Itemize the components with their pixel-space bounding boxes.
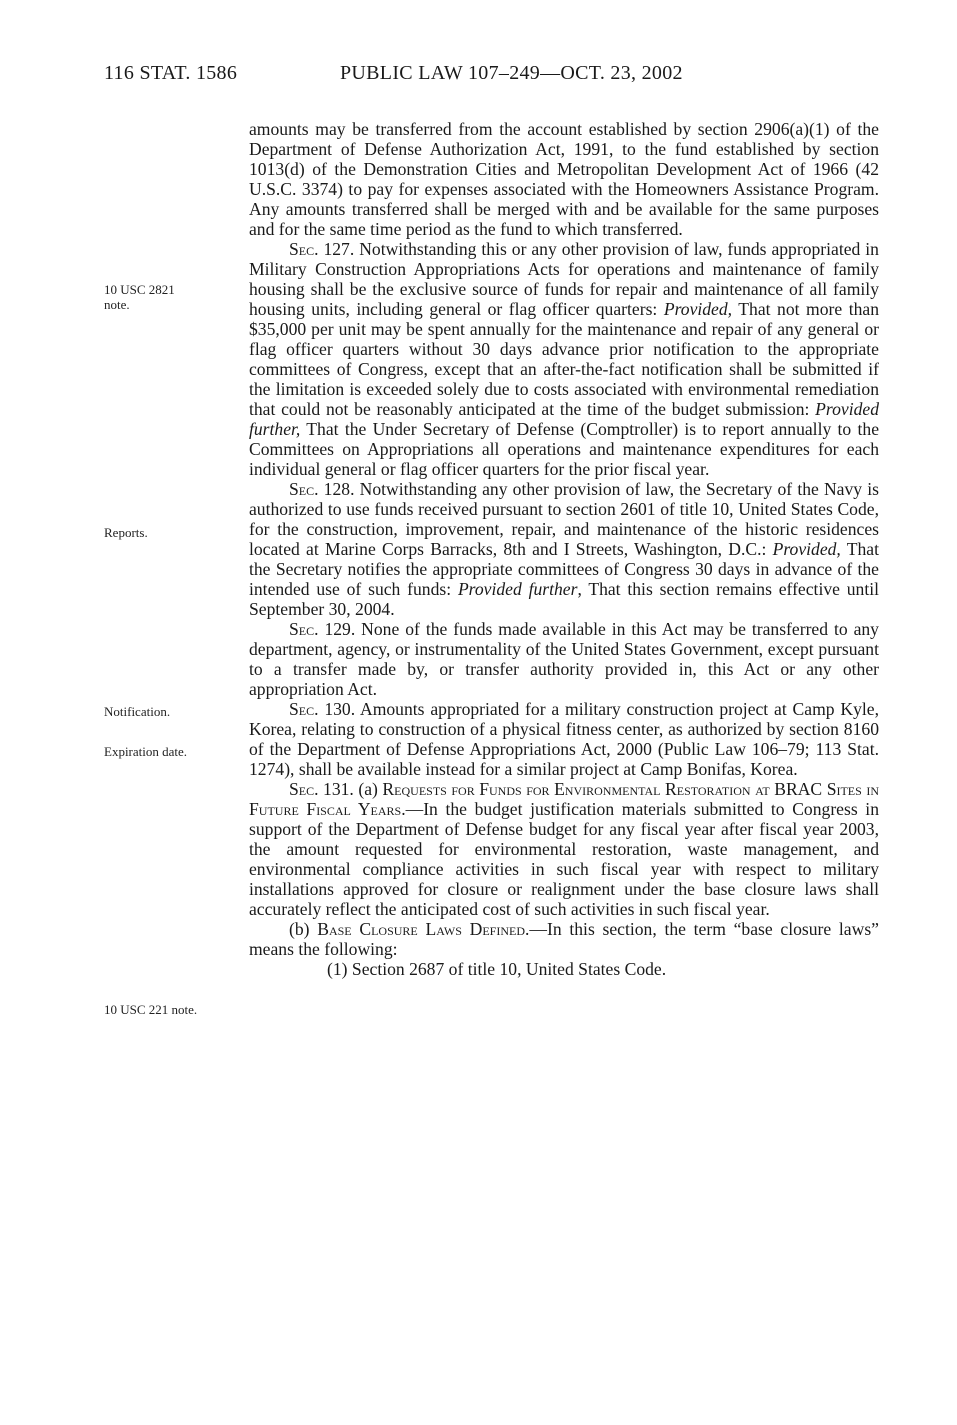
section-text: , That this section remains effective until September 30, 2004. <box>249 579 879 619</box>
subsection-heading: Requests for Funds for Environmental Restoration at BRAC Sites in Future Fiscal Years. <box>249 779 879 819</box>
section-131-b <box>249 919 879 959</box>
section-text: That the Secretary notifies the appropriate committees of Congress 30 days in advance of the intended use of such funds: <box>249 539 879 599</box>
section-label: Sec. 128. <box>289 479 355 499</box>
margin-note-notification: Notification. <box>104 704 171 719</box>
margin-note-10-usc-2821 <box>104 282 175 312</box>
body-text <box>249 119 879 979</box>
subsection-heading: Base Closure Laws Defined. <box>317 919 530 939</box>
section-text: None of the funds made available in this Act may be transferred to any department, agency, or instrumentality of the United States Government, except pursuant to a transfer made by, or transfer authority provided in, this Act or any other appropriation Act. <box>249 619 879 699</box>
proviso: Provided, <box>772 539 841 559</box>
proviso: Provided further, <box>249 399 879 439</box>
section-text: Notwithstanding any other provision of law, the Secretary of the Navy is authorized to use funds received pursuant to section 2601 of title 10, United States Code, for the construction, improvement, repair, and maintenance of the historic residences located at Marine Corps Barracks, 8th and I Streets, Washington, D.C.: <box>249 479 879 559</box>
proviso: Provided further <box>457 579 578 599</box>
paragraph-continuation: amounts may be transferred from the account established by section 2906(a)(1) of the Department of Defense Authorization Act, 1991, to the fund established by section 1013(d) of the Demonstration Cities and Metropolitan Development Act of 1966 (42 U.S.C. 3374) to pay for expenses associated with the Homeowners Assistance Program. Any amounts transferred shall be merged with and be available for the same purposes and for the same time period as the fund to which transferred. <box>249 119 879 239</box>
section-131-a <box>249 779 879 919</box>
section-130 <box>249 699 879 779</box>
section-text: —In the budget justification materials submitted to Congress in support of the Department of Defense budget for any fiscal year after fiscal year 2003, the amount requested for environmental restoration, waste management, and environmental compliance activities in such fiscal year with respect to military installations approved for closure or realignment under the base closure laws shall accurately reflect the anticipated cost of such activities in such fiscal year. <box>249 799 879 919</box>
section-text: That not more than $35,000 per unit may be spent annually for the maintenance and repair of any general or flag officer quarters without 30 days advance prior notification to the appropriate committees of Congress, except that an after-the-fact notification shall be submitted if the limitation is exceeded solely due to costs associated with environmental remediation that could not be reasonably anticipated at the time of the budget submission: <box>249 299 879 419</box>
list-item: (1) Section 2687 of title 10, United States Code. <box>327 959 667 979</box>
proviso: Provided, <box>663 299 733 319</box>
margin-note-10-usc-221: 10 USC 221 note. <box>104 1002 198 1017</box>
section-label: Sec. 127. <box>289 239 355 259</box>
section-label: Sec. 129. <box>289 619 356 639</box>
section-label: Sec. 130. <box>289 699 356 719</box>
margin-note-line: 10 USC 2821 <box>104 282 175 297</box>
section-127 <box>249 239 879 479</box>
subsection-marker: (a) <box>353 779 383 799</box>
margin-note-line: note. <box>104 297 130 312</box>
margin-note-expiration-date: Expiration date. <box>104 744 188 759</box>
page-header <box>0 62 957 92</box>
margin-note-reports: Reports. <box>104 525 148 540</box>
section-text: That the Under Secretary of Defense (Comptroller) is to report annually to the Committees on Appropriations all operations and maintenance expenditures for each individual general or flag officer quarters for the prior fiscal year. <box>249 419 879 479</box>
section-128 <box>249 479 879 619</box>
section-text: Notwithstanding this or any other provision of law, funds appropriated in Military Construction Appropriations Acts for operations and maintenance of family housing shall be the exclusive source of funds for repair and maintenance of all family housing units, including general or flag officer quarters: <box>249 239 879 319</box>
section-text: Amounts appropriated for a military construction project at Camp Kyle, Korea, relating to construction of a physical fitness center, as authorized by section 8160 of the Department of Defense Appropriations Act, 2000 (Public Law 106–79; 113 Stat. 1274), shall be available instead for a similar project at Camp Bonifas, Korea. <box>249 699 879 779</box>
public-law-title: PUBLIC LAW 107–249—OCT. 23, 2002 <box>340 62 683 84</box>
statute-citation: 116 STAT. 1586 <box>104 62 238 84</box>
section-text: —In this section, the term “base closure laws” means the following: <box>249 919 879 959</box>
subsection-marker: (b) <box>289 919 318 939</box>
section-label: Sec. 131. <box>289 779 354 799</box>
section-129 <box>249 619 879 699</box>
